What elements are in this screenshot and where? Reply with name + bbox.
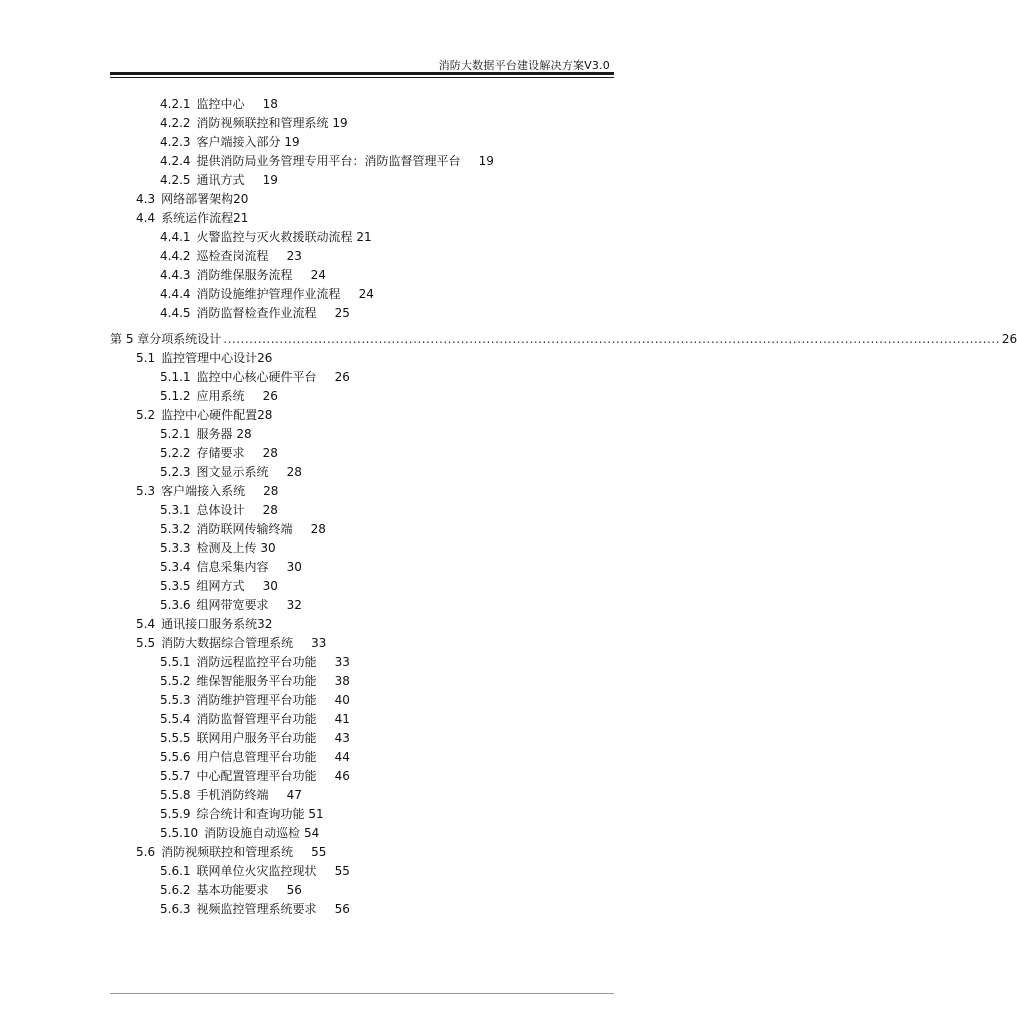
toc-entry[interactable] bbox=[160, 767, 350, 785]
toc-entry-number: 5.3.1 bbox=[160, 503, 191, 517]
toc-entry-number: 5.5.9 bbox=[160, 807, 191, 821]
header-rule bbox=[110, 72, 614, 75]
toc-entry[interactable] bbox=[160, 171, 278, 189]
toc-entry-title: 消防监督检查作业流程 bbox=[196, 306, 317, 320]
toc-entry-title: 消防维保服务流程 bbox=[196, 268, 293, 282]
toc-entry-page: 28 bbox=[262, 503, 278, 517]
toc-entry-title: 消防远程监控平台功能 bbox=[196, 655, 317, 669]
toc-entry[interactable] bbox=[160, 387, 278, 405]
toc-entry[interactable] bbox=[160, 748, 350, 766]
toc-entry-number: 4.4.1 bbox=[160, 230, 191, 244]
toc-entry-title: 网络部署架构 bbox=[161, 192, 234, 206]
toc-entry[interactable] bbox=[136, 634, 326, 652]
toc-entry-page: 44 bbox=[334, 750, 350, 764]
toc-entry-title: 巡检查岗流程 bbox=[196, 249, 269, 263]
toc-entry-page: 47 bbox=[286, 788, 302, 802]
toc-entry-page: 28 bbox=[257, 408, 273, 422]
toc-entry-page: 21 bbox=[356, 230, 372, 244]
toc-entry-number: 5.5.4 bbox=[160, 712, 191, 726]
toc-entry[interactable] bbox=[160, 558, 302, 576]
toc-entry[interactable] bbox=[160, 501, 278, 519]
toc-entry-page: 19 bbox=[284, 135, 300, 149]
toc-entry-title: 消防监督管理平台功能 bbox=[196, 712, 317, 726]
toc-entry-number: 5.4 bbox=[136, 617, 156, 631]
toc-entry-number: 5.5.8 bbox=[160, 788, 191, 802]
toc-entry-title: 总体设计 bbox=[196, 503, 245, 517]
toc-entry[interactable] bbox=[160, 304, 350, 322]
toc-entry-number: 5.1.1 bbox=[160, 370, 191, 384]
toc-entry-page: 30 bbox=[286, 560, 302, 574]
toc-entry-page: 24 bbox=[358, 287, 374, 301]
toc-entry-page: 24 bbox=[310, 268, 326, 282]
toc-entry-number: 5.6.3 bbox=[160, 902, 191, 916]
toc-entry[interactable] bbox=[160, 786, 302, 804]
toc-entry[interactable] bbox=[160, 805, 324, 823]
toc-entry-title: 应用系统 bbox=[196, 389, 245, 403]
toc-entry-title: 用户信息管理平台功能 bbox=[196, 750, 317, 764]
toc-entry[interactable] bbox=[160, 520, 326, 538]
toc-entry-page: 21 bbox=[233, 211, 249, 225]
toc-entry-page: 56 bbox=[334, 902, 350, 916]
toc-entry-number: 4.4.3 bbox=[160, 268, 191, 282]
toc-entry-title: 监控中心 bbox=[196, 97, 245, 111]
toc-entry-number: 5.6.2 bbox=[160, 883, 191, 897]
toc-entry[interactable] bbox=[160, 539, 276, 557]
toc-entry[interactable] bbox=[160, 881, 302, 899]
toc-entry[interactable] bbox=[160, 900, 350, 918]
toc-entry-number: 5.5.5 bbox=[160, 731, 191, 745]
toc-entry-title: 消防联网传输终端 bbox=[196, 522, 293, 536]
toc-entry-number: 5.2 bbox=[136, 408, 156, 422]
toc-entry-page: 54 bbox=[304, 826, 320, 840]
toc-entry-page: 40 bbox=[334, 693, 350, 707]
toc-entry-title: 联网单位火灾监控现状 bbox=[196, 864, 317, 878]
toc-entry[interactable] bbox=[160, 444, 278, 462]
toc-entry[interactable] bbox=[160, 824, 319, 842]
toc-entry-title: 存储要求 bbox=[196, 446, 245, 460]
toc-chapter-entry[interactable] bbox=[110, 330, 1017, 348]
toc-entry-title: 消防视频联控和管理系统 bbox=[161, 845, 294, 859]
toc-entry-title: 监控中心硬件配置 bbox=[161, 408, 258, 422]
toc-leader-dots: .................................................................................................................................................................................... bbox=[223, 332, 1000, 346]
toc-entry-number: 4.2.4 bbox=[160, 154, 191, 168]
toc-entry-number: 5.3.2 bbox=[160, 522, 191, 536]
toc-entry-page: 32 bbox=[257, 617, 273, 631]
toc-entry-page: 19 bbox=[478, 154, 494, 168]
toc-entry-page: 43 bbox=[334, 731, 350, 745]
header-rule-thin bbox=[110, 77, 614, 78]
toc-entry-page: 55 bbox=[334, 864, 350, 878]
toc-entry-title: 综合统计和查询功能 bbox=[196, 807, 305, 821]
toc-entry[interactable] bbox=[136, 349, 272, 367]
toc-entry-number: 4.4.4 bbox=[160, 287, 191, 301]
toc-entry[interactable] bbox=[160, 152, 494, 170]
toc-entry-number: 4.2.3 bbox=[160, 135, 191, 149]
toc-entry-page: 23 bbox=[286, 249, 302, 263]
toc-entry-page: 46 bbox=[334, 769, 350, 783]
toc-entry-number: 5.5.3 bbox=[160, 693, 191, 707]
toc-entry-page: 30 bbox=[262, 579, 278, 593]
toc-entry-title: 信息采集内容 bbox=[196, 560, 269, 574]
toc-entry-number: 5.6 bbox=[136, 845, 156, 859]
toc-entry[interactable] bbox=[136, 190, 248, 208]
toc-entry-page: 38 bbox=[334, 674, 350, 688]
toc-entry-number: 4.2.1 bbox=[160, 97, 191, 111]
toc-entry-title: 服务器 bbox=[196, 427, 233, 441]
toc-entry-number: 5.2.2 bbox=[160, 446, 191, 460]
toc-entry-page: 20 bbox=[233, 192, 249, 206]
toc-entry-page: 33 bbox=[311, 636, 327, 650]
toc-entry-number: 4.2.2 bbox=[160, 116, 191, 130]
toc-entry-page: 19 bbox=[262, 173, 278, 187]
toc-entry-page: 55 bbox=[311, 845, 327, 859]
toc-entry[interactable] bbox=[160, 285, 374, 303]
toc-entry-page: 28 bbox=[262, 446, 278, 460]
toc-entry[interactable] bbox=[160, 247, 302, 265]
toc-chapter-page: 26 bbox=[1001, 332, 1017, 346]
toc-entry-title: 检测及上传 bbox=[196, 541, 257, 555]
toc-entry-page: 28 bbox=[286, 465, 302, 479]
toc-entry-number: 5.3.6 bbox=[160, 598, 191, 612]
toc-entry-title: 通讯接口服务系统 bbox=[161, 617, 258, 631]
toc-entry[interactable] bbox=[136, 406, 272, 424]
toc-entry-number: 5.3.5 bbox=[160, 579, 191, 593]
toc-entry-title: 消防设施维护管理作业流程 bbox=[196, 287, 341, 301]
toc-entry-page: 18 bbox=[262, 97, 278, 111]
toc-entry-title: 消防设施自动巡检 bbox=[204, 826, 301, 840]
toc-entry-number: 5.5.2 bbox=[160, 674, 191, 688]
toc-entry-page: 26 bbox=[262, 389, 278, 403]
toc-entry[interactable] bbox=[160, 691, 350, 709]
toc-entry-number: 5.3 bbox=[136, 484, 156, 498]
toc-entry-page: 28 bbox=[236, 427, 252, 441]
toc-entry[interactable] bbox=[160, 133, 300, 151]
toc-entry-number: 4.4 bbox=[136, 211, 156, 225]
toc-entry[interactable] bbox=[160, 425, 252, 443]
toc-entry-title: 客户端接入系统 bbox=[161, 484, 246, 498]
toc-entry-title: 系统运作流程 bbox=[161, 211, 234, 225]
toc-chapter-title: 分项系统设计 bbox=[149, 332, 222, 346]
footer-rule bbox=[110, 993, 614, 994]
toc-entry[interactable] bbox=[136, 843, 326, 861]
toc-entry[interactable] bbox=[160, 653, 350, 671]
toc-entry-title: 客户端接入部分 bbox=[196, 135, 281, 149]
toc-entry-title: 监控中心核心硬件平台 bbox=[196, 370, 317, 384]
toc-entry-page: 41 bbox=[334, 712, 350, 726]
toc-entry-title: 基本功能要求 bbox=[196, 883, 269, 897]
toc-entry[interactable] bbox=[160, 368, 350, 386]
header-title: 消防大数据平台建设解决方案V3.0 bbox=[438, 59, 610, 72]
toc-entry-page: 19 bbox=[332, 116, 348, 130]
toc-entry-number: 5.3.3 bbox=[160, 541, 191, 555]
toc-entry-title: 手机消防终端 bbox=[196, 788, 269, 802]
toc-entry[interactable] bbox=[160, 710, 350, 728]
toc-entry-page: 25 bbox=[334, 306, 350, 320]
toc-entry[interactable] bbox=[160, 596, 302, 614]
toc-entry-number: 4.2.5 bbox=[160, 173, 191, 187]
toc-entry-page: 51 bbox=[308, 807, 324, 821]
toc-entry-title: 通讯方式 bbox=[196, 173, 245, 187]
toc-entry[interactable] bbox=[160, 114, 348, 132]
toc-chapter-number: 第 5 章 bbox=[110, 332, 150, 346]
toc-entry-title: 提供消防局业务管理专用平台：消防监督管理平台 bbox=[196, 154, 461, 168]
toc-entry-title: 消防维护管理平台功能 bbox=[196, 693, 317, 707]
toc-entry-number: 5.2.1 bbox=[160, 427, 191, 441]
toc-entry[interactable] bbox=[136, 209, 248, 227]
toc-entry-number: 5.3.4 bbox=[160, 560, 191, 574]
toc-entry-page: 26 bbox=[257, 351, 273, 365]
toc-entry[interactable] bbox=[160, 228, 372, 246]
toc-entry[interactable] bbox=[160, 577, 278, 595]
toc-entry-page: 32 bbox=[286, 598, 302, 612]
toc-entry-page: 28 bbox=[310, 522, 326, 536]
toc-entry-page: 26 bbox=[334, 370, 350, 384]
toc-entry-number: 5.5.7 bbox=[160, 769, 191, 783]
toc-entry-number: 5.1.2 bbox=[160, 389, 191, 403]
toc-entry-number: 4.3 bbox=[136, 192, 156, 206]
toc-entry-title: 组网方式 bbox=[196, 579, 245, 593]
toc-entry-number: 5.2.3 bbox=[160, 465, 191, 479]
toc-entry[interactable] bbox=[160, 463, 302, 481]
toc-entry-title: 联网用户服务平台功能 bbox=[196, 731, 317, 745]
toc-entry-title: 火警监控与灭火救援联动流程 bbox=[196, 230, 353, 244]
toc-entry-title: 消防大数据综合管理系统 bbox=[161, 636, 294, 650]
toc-entry-number: 4.4.2 bbox=[160, 249, 191, 263]
toc-entry-number: 5.5.10 bbox=[160, 826, 199, 840]
toc-entry-title: 消防视频联控和管理系统 bbox=[196, 116, 329, 130]
toc-entry-number: 5.1 bbox=[136, 351, 156, 365]
toc-entry-page: 28 bbox=[263, 484, 279, 498]
toc-entry-title: 图文显示系统 bbox=[196, 465, 269, 479]
toc-entry[interactable] bbox=[136, 482, 278, 500]
toc-entry[interactable] bbox=[160, 862, 350, 880]
toc-entry[interactable] bbox=[160, 266, 326, 284]
toc-entry-page: 30 bbox=[260, 541, 276, 555]
toc-entry[interactable] bbox=[160, 95, 278, 113]
toc-entry-page: 56 bbox=[286, 883, 302, 897]
toc-entry-title: 监控管理中心设计 bbox=[161, 351, 258, 365]
toc-entry[interactable] bbox=[160, 672, 350, 690]
toc-entry-number: 5.6.1 bbox=[160, 864, 191, 878]
toc-entry-title: 组网带宽要求 bbox=[196, 598, 269, 612]
toc-entry-number: 5.5 bbox=[136, 636, 156, 650]
toc-entry[interactable] bbox=[136, 615, 272, 633]
toc-entry-title: 维保智能服务平台功能 bbox=[196, 674, 317, 688]
toc-entry[interactable] bbox=[160, 729, 350, 747]
toc-entry-title: 视频监控管理系统要求 bbox=[196, 902, 317, 916]
toc-entry-number: 5.5.6 bbox=[160, 750, 191, 764]
toc-entry-title: 中心配置管理平台功能 bbox=[196, 769, 317, 783]
toc-entry-number: 5.5.1 bbox=[160, 655, 191, 669]
toc-entry-page: 33 bbox=[334, 655, 350, 669]
toc-entry-number: 4.4.5 bbox=[160, 306, 191, 320]
